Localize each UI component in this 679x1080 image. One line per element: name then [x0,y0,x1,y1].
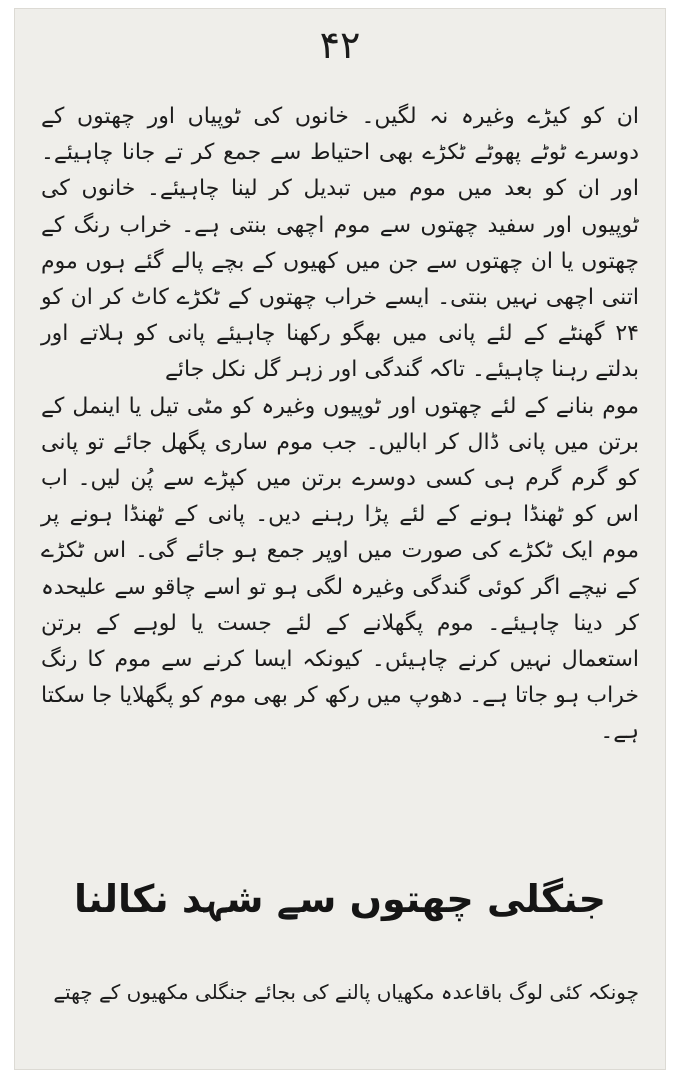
paragraph-2: موم بنانے کے لئے چھتوں اور ٹوپیوں وغیرہ کو مٹی تیل یا اینمل کے برتن میں پانی ڈال کر ابالیں۔ جب موم ساری پگھل جائے تو پانی کو گرم گرم ہی کسی دوسرے برتن میں کپڑے سے پُن لیں۔ اب اس کو ٹھنڈا ہونے کے لئے پڑا رہنے دیں۔ پانی کے ٹھنڈا ہونے پر موم ایک ٹکڑے کی صورت میں اوپر جمع ہو جائے گی۔ اس ٹکڑے کے نیچے اگر کوئی گندگی وغیرہ لگی ہو تو اسے چاقو سے علیحدہ کر دینا چاہیئے۔ موم پگھلانے کے لئے جست یا لوہے کے برتن استعمال نہیں کرنے چاہیئں۔ کیونکہ ایسا کرنے سے موم کا رنگ خراب ہو جاتا ہے۔ دھوپ میں رکھ کر بھی موم کو پگھلایا جا سکتا ہے۔ [41,393,639,745]
body-text [41,99,639,751]
book-page [14,8,666,1070]
footer-line: چونکہ کئی لوگ باقاعدہ مکھیاں پالنے کی بجائے جنگلی مکھیوں کے چھتے [53,980,639,1004]
page-number: ۴۲ [319,23,361,67]
paragraph-1: ان کو کیڑے وغیرہ نہ لگیں۔ خانوں کی ٹوپیاں اور چھتوں کے دوسرے ٹوٹے پھوٹے ٹکڑے بھی احتیاط سے جمع کر تے جانا چاہیئے۔ اور ان کو بعد میں موم میں تبدیل کر لینا چاہیئے۔ خانوں کی ٹوپیوں اور سفید چھتوں سے موم اچھی بنتی ہے۔ خراب رنگ کے چھتوں یا ان چھتوں سے جن میں کھیوں کے بچے پالے گئے ہوں موم اتنی اچھی نہیں بنتی۔ ایسے خراب چھتوں کے ٹکڑے کاٹ کر ان کو ۲۴ گھنٹے کے لئے پانی میں بھگو رکھنا چاہیئے پانی کو ہلاتے اور بدلتے رہنا چاہیئے۔ تاکہ گندگی اور زہر گل نکل جائے [41,104,639,383]
section-heading: جنگلی چھتوں سے شہد نکالنا [73,877,607,921]
